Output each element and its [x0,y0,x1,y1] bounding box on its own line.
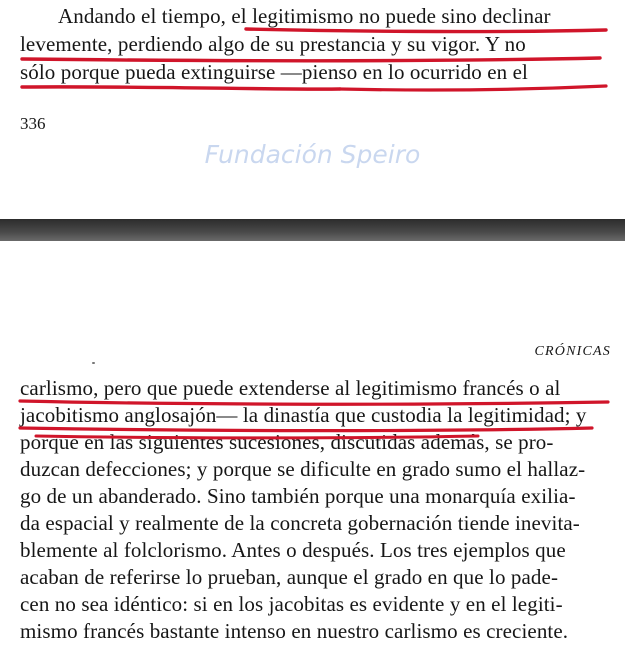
text-line: acaban de referirse lo prueban, aunque el grado en que lo pade- [20,565,559,589]
text-line: carlismo, pero que puede extenderse al legitimismo francés o al [20,376,561,400]
watermark: Fundación Speiro [204,140,421,169]
underline-mark [246,29,606,32]
running-header: CRÓNICAS [534,344,611,359]
underline-mark [20,428,592,431]
underline-mark [20,401,608,404]
text-line: go de un abanderado. Sino también porque una monarquía exilia- [20,484,576,508]
text-line: da espacial y realmente de la concreta gobernación tiende inevita- [20,511,580,535]
text-line: mismo francés bastante intenso en nuestro carlismo es creciente. [20,619,569,643]
text-line: porque en las siguientes sucesiones, discutidas además, se pro- [20,430,554,454]
text-line: levemente, perdiendo algo de su prestancia y su vigor. Y no [20,32,526,56]
page-number: 336 [20,114,46,133]
text-line: jacobitismo anglosajón— la dinastía que custodia la legitimidad; y [20,403,587,427]
underline-mark [22,87,340,89]
underline-mark [36,436,478,438]
text-line: cen no sea idéntico: si en los jacobitas es evidente y en el legiti- [20,592,563,616]
underline-mark [340,86,606,90]
underline-mark [22,58,600,61]
text-line: sólo porque pueda extinguirse —pienso en lo ocurrido en el [20,60,528,84]
text-line: duzcan defecciones; y porque se dificulte en grado sumo el hallaz- [20,457,586,481]
text-line: Andando el tiempo, el legitimismo no puede sino declinar [58,4,551,28]
text-line: blemente al folclorismo. Antes o después. Los tres ejemplos que [20,538,566,562]
